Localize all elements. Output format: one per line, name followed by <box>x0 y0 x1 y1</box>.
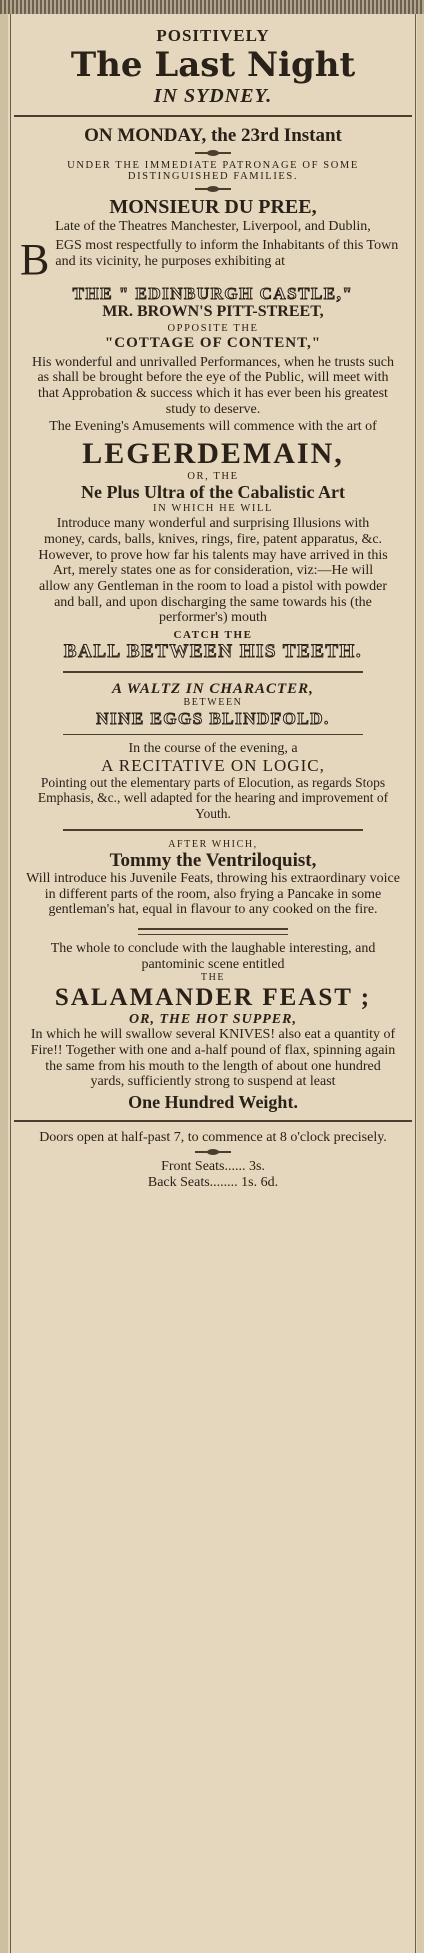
patronage-line-2: DISTINGUISHED FAMILIES. <box>127 171 299 183</box>
salamander-title: SALAMANDER FEAST ; <box>54 983 372 1011</box>
divider <box>63 734 363 735</box>
adjacent-column-fragment <box>0 14 8 1953</box>
right-margin <box>417 14 424 1953</box>
catch-label: CATCH THE <box>173 629 253 642</box>
doors-text: Doors open at half-past 7, to commence at 8 o'clock precisely. <box>39 1130 387 1146</box>
divider <box>14 1120 412 1122</box>
opposite-label: OPPOSITE THE <box>167 323 259 335</box>
performer-late-of: Late of the Theatres Manchester, Liverpool, and Dublin, <box>55 218 371 234</box>
illusions-text: Introduce many wonderful and surprising Illusions with money, cards, balls, knives, rings, fire, patent apparatus, &c. However, to prove how far his talents may have arrived in this Art, merely states one as for consideration, viz:—He will allow any Gentleman in the room to load a pistol with powder and ball, and upon discharging the same towards his (the performer's) mouth <box>38 516 388 626</box>
main-title: The Last Night <box>70 45 356 86</box>
back-seats-price: Back Seats........ 1s. 6d. <box>147 1174 279 1190</box>
divider <box>14 115 412 117</box>
date-line: ON MONDAY, the 23rd Instant <box>84 125 342 147</box>
venue-street: MR. BROWN'S PITT-STREET, <box>102 303 324 321</box>
subtitle: IN SYDNEY. <box>153 85 273 108</box>
intro-paragraph <box>14 235 412 285</box>
recitative-title: A RECITATIVE ON LOGIC, <box>101 756 325 776</box>
drop-cap: B <box>20 235 50 285</box>
hundred-weight: One Hundred Weight. <box>128 1092 298 1113</box>
divider <box>63 671 363 673</box>
divider <box>63 829 363 831</box>
performer-name: MONSIEUR DU PREE, <box>109 196 317 219</box>
advertisement-column <box>14 22 412 1190</box>
intro-text: EGS most respectfully to inform the Inhabitants of this Town and its vicinity, he purposes exhibiting at <box>55 238 399 269</box>
course-text: In the course of the evening, a <box>128 740 298 756</box>
between-label: BETWEEN <box>183 697 243 709</box>
the-label: THE <box>200 972 226 984</box>
or-the-label: OR, THE <box>187 470 239 482</box>
legerdemain-title: LEGERDEMAIN, <box>82 437 344 471</box>
cottage-name: "COTTAGE OF CONTENT," <box>104 334 322 351</box>
in-which-label: IN WHICH HE WILL <box>153 502 273 514</box>
conclude-text: The whole to conclude with the laughable interesting, and pantominic scene entitled <box>50 941 376 972</box>
positively-heading: POSITIVELY <box>156 26 270 45</box>
patronage-line-1: UNDER THE IMMEDIATE PATRONAGE OF SOME <box>67 159 359 171</box>
venue-name: THE " EDINBURGH CASTLE," <box>72 284 354 304</box>
ornament-dash <box>195 188 231 190</box>
tommy-text: Will introduce his Juvenile Feats, throwing his extraordinary voice in different parts of the room, also frying a Pancake in some gentleman's hat, equal in flavour to any cooked on the fire. <box>26 871 400 918</box>
divider <box>138 928 288 930</box>
waltz-title: A WALTZ IN CHARACTER, <box>112 680 314 697</box>
front-seats-price: Front Seats...... 3s. <box>161 1158 265 1174</box>
nine-eggs: NINE EGGS BLINDFOLD. <box>96 708 330 728</box>
ornament-dash <box>195 152 231 154</box>
tommy-title: Tommy the Ventriloquist, <box>109 849 317 871</box>
divider <box>138 934 288 935</box>
amusements-text: The Evening's Amusements will commence with the art of <box>49 419 377 435</box>
performances-text: His wonderful and unrivalled Performances, when he trusts such as shall be brought before the eye of the Public, will meet with that Approbation & success which it has ever been his greatest study to deserve. <box>32 354 394 417</box>
ornament-dash <box>195 1151 231 1153</box>
after-which-label: AFTER WHICH, <box>168 838 258 850</box>
knives-text: In which he will swallow several KNIVES! also eat a quantity of Fire!! Together with one and a-half pound of flax, spinning again the same from his mouth to the length of about one hundred yards, sufficiently strong to suspend at least <box>30 1027 396 1090</box>
top-border-band <box>0 0 424 14</box>
elocution-text: Pointing out the elementary parts of Elocution, as regards Stops Emphasis, &c., well adapted for the hearing and improvement of Youth. <box>37 775 389 821</box>
hot-supper: OR, THE HOT SUPPER, <box>129 1011 297 1027</box>
cabalistic-art: Ne Plus Ultra of the Cabalistic Art <box>81 482 345 503</box>
ball-between-teeth: BALL BETWEEN HIS TEETH. <box>63 641 363 663</box>
